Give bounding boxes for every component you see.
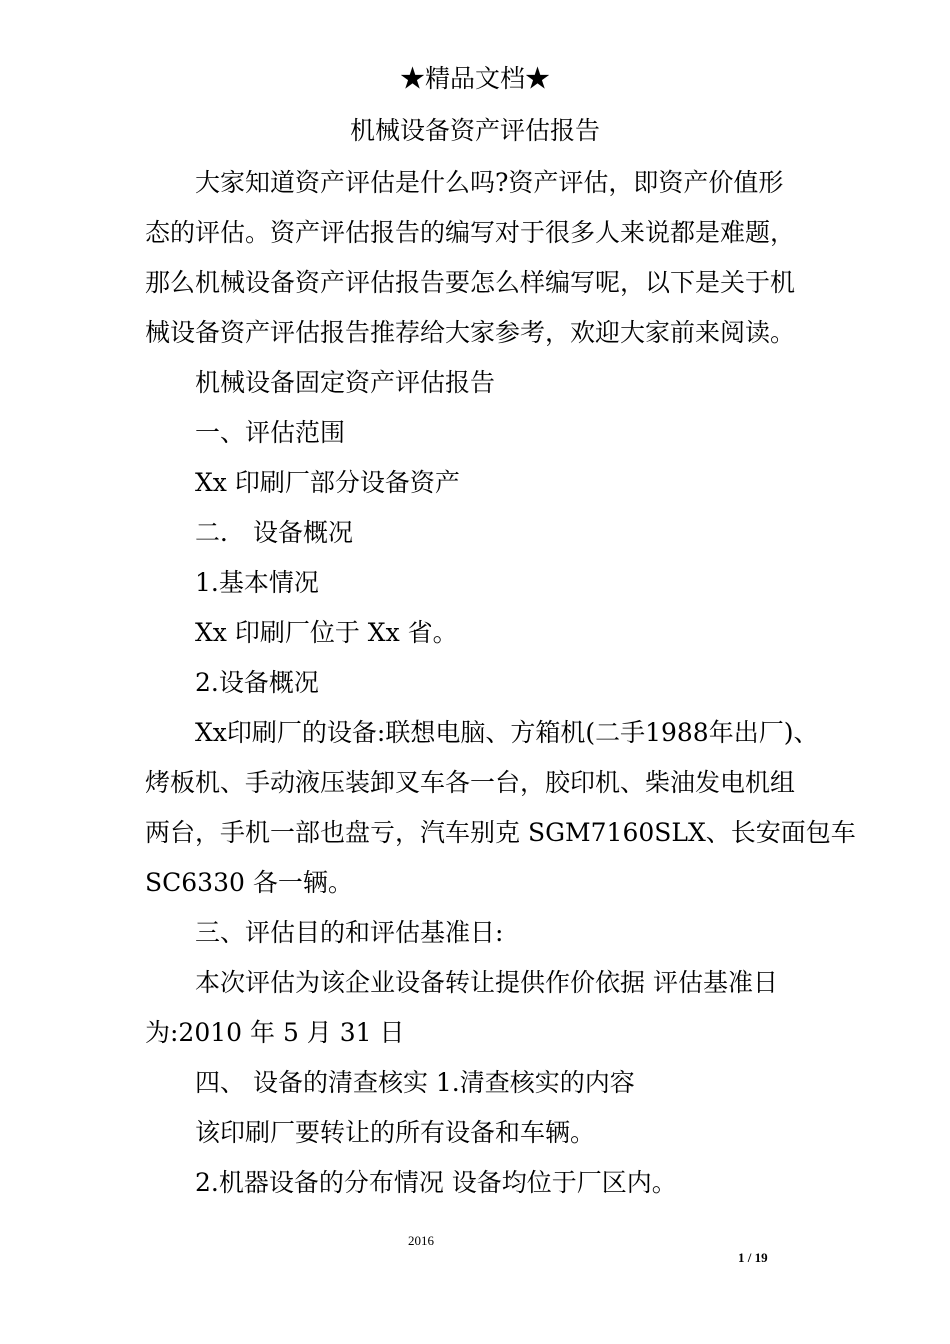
paragraph-line: 态的评估。资产评估报告的编写对于很多人来说都是难题， xyxy=(145,218,796,247)
section-heading: 2.设备概况 xyxy=(195,668,319,697)
section-heading: 一、评估范围 xyxy=(195,418,346,447)
section-heading: 1.基本情况 xyxy=(195,568,319,597)
section-heading: 二． 设备概况 xyxy=(195,518,353,547)
section-heading: 三、评估目的和评估基准日: xyxy=(195,918,504,947)
paragraph-line: 该印刷厂要转让的所有设备和车辆。 xyxy=(195,1118,596,1147)
paragraph-line: 2.机器设备的分布情况 设备均位于厂区内。 xyxy=(195,1168,677,1197)
paragraph-line: 那么机械设备资产评估报告要怎么样编写呢，以下是关于机 xyxy=(145,268,796,297)
footer-year: 2016 xyxy=(408,1233,434,1248)
paragraph-line: 烤板机、手动液压装卸叉车各一台，胶印机、柴油发电机组 xyxy=(145,768,796,797)
paragraph-line: Xx 印刷厂位于 Xx 省。 xyxy=(195,618,458,647)
paragraph-line: 械设备资产评估报告推荐给大家参考，欢迎大家前来阅读。 xyxy=(145,318,796,347)
paragraph-line: 为:2010 年 5 月 31 日 xyxy=(145,1018,405,1047)
paragraph-line: 大家知道资产评估是什么吗?资产评估，即资产价值形 xyxy=(195,168,784,197)
paragraph-line: Xx 印刷厂部分设备资产 xyxy=(195,468,460,497)
section-heading: 四、 设备的清查核实 1.清查核实的内容 xyxy=(195,1068,635,1097)
paragraph-line: 本次评估为该企业设备转让提供作价依据 评估基准日 xyxy=(195,968,778,997)
paragraph-line: SC6330 各一辆。 xyxy=(145,868,353,897)
document-title: 机械设备资产评估报告 xyxy=(349,116,600,145)
paragraph-line: Xx印刷厂的设备:联想电脑、方箱机(二手1988年出厂)、 xyxy=(195,718,819,747)
page-number: 1 / 19 xyxy=(738,1250,768,1265)
paragraph-line: 两台，手机一部也盘亏，汽车别克 SGM7160SLX、长安面包车 xyxy=(145,818,856,847)
section-heading: 机械设备固定资产评估报告 xyxy=(195,368,496,397)
header-badge: ★精品文档★ xyxy=(399,64,550,93)
